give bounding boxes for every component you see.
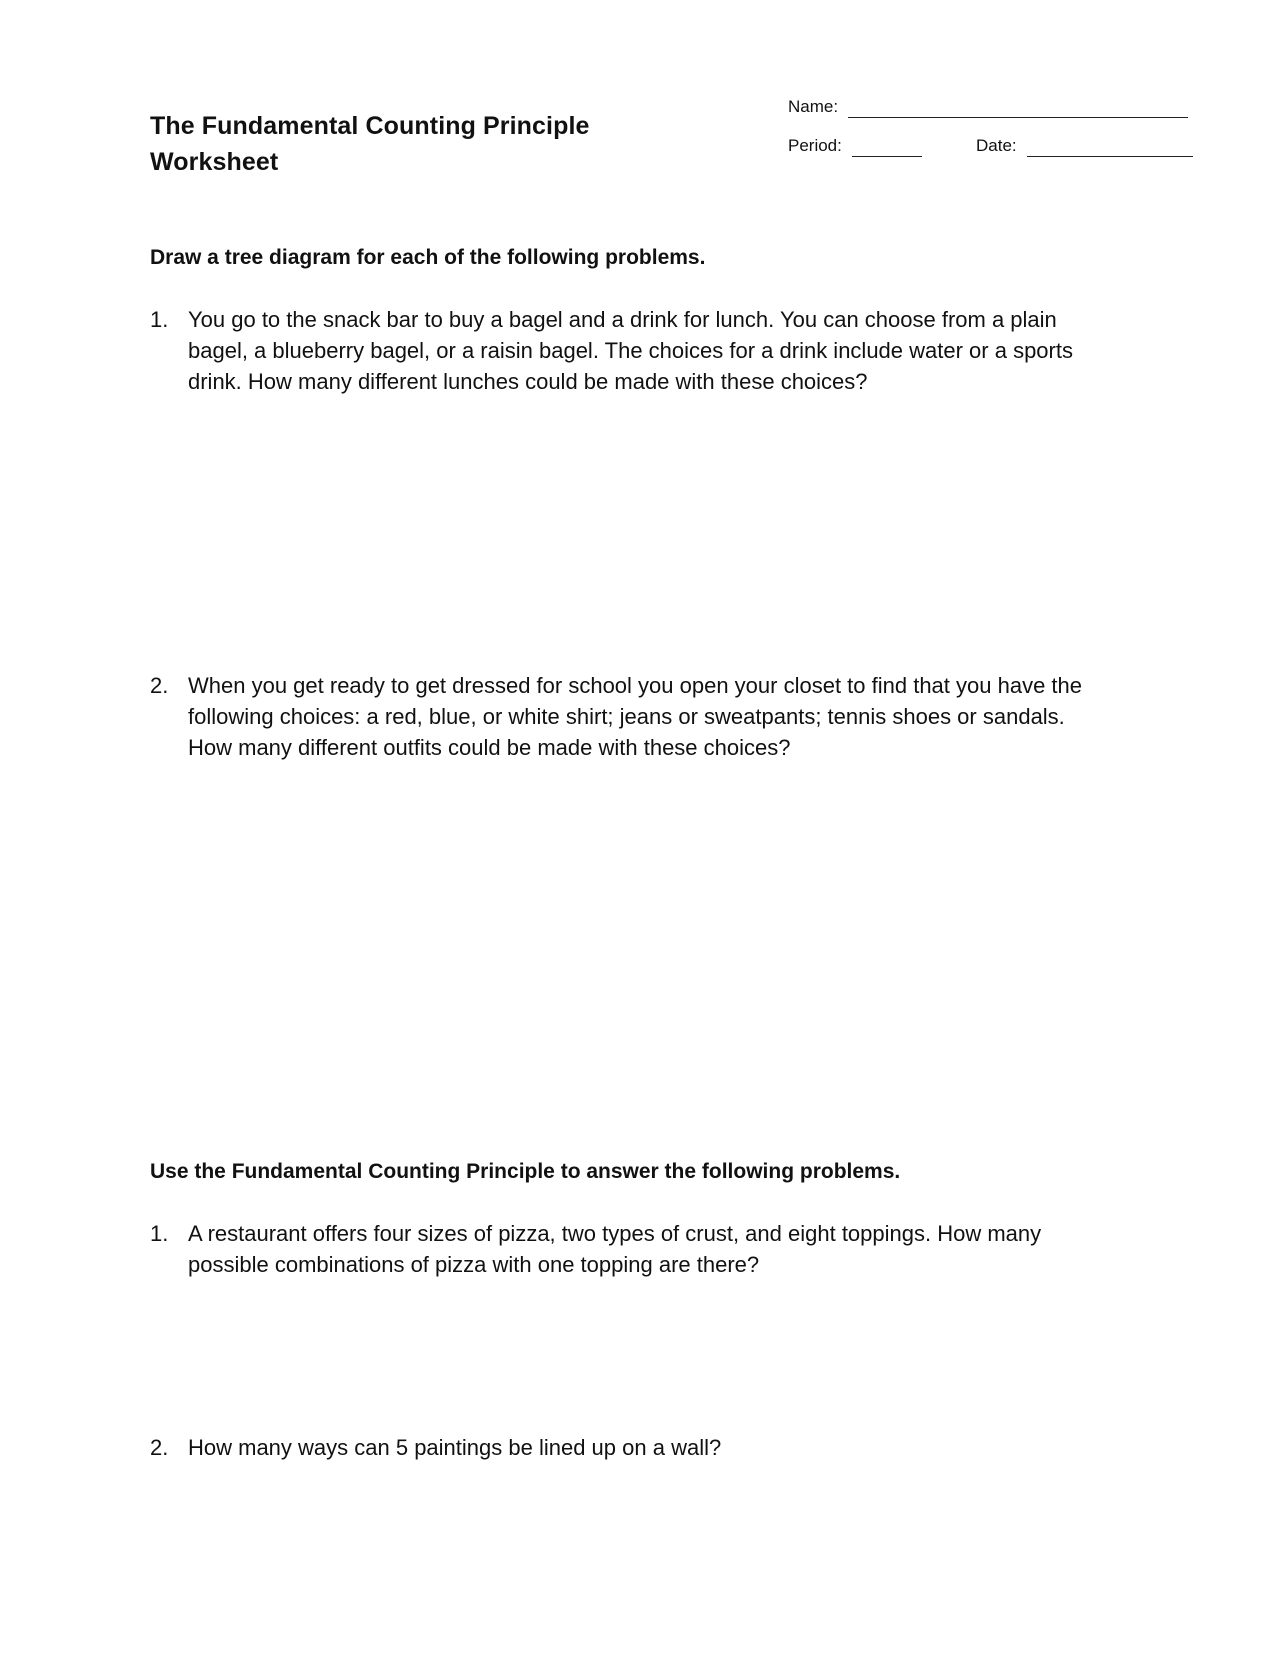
name-field[interactable] — [788, 96, 1188, 118]
problem-number: 2. — [150, 1435, 169, 1460]
tree-problem-2 — [150, 670, 1110, 763]
date-blank-line[interactable] — [1027, 138, 1193, 157]
tree-diagram-section-heading: Draw a tree diagram for each of the following problems. — [150, 246, 706, 269]
date-field[interactable] — [976, 135, 1193, 157]
period-label: Period: — [788, 136, 842, 155]
period-blank-line[interactable] — [852, 138, 922, 157]
problem-text: How many ways can 5 paintings be lined up on a wall? — [188, 1435, 722, 1460]
problem-text: You go to the snack bar to buy a bagel and a drink for lunch. You can choose from a plain bagel, a blueberry bagel, or a raisin bagel. The choices for a drink include water or a sports drink. How many different lunches could be made with these choices? — [188, 307, 1073, 394]
name-blank-line[interactable] — [848, 99, 1188, 118]
problem-number: 1. — [150, 307, 169, 332]
name-label: Name: — [788, 97, 839, 116]
problem-text: A restaurant offers four sizes of pizza, two types of crust, and eight toppings. How many possible combinations of pizza with one topping are there? — [188, 1221, 1042, 1277]
counting-problem-1 — [150, 1218, 1110, 1280]
problem-number: 1. — [150, 1221, 169, 1246]
title-line-1: The Fundamental Counting Principle — [150, 112, 590, 140]
tree-problem-1 — [150, 304, 1110, 397]
counting-problem-2 — [150, 1432, 1110, 1463]
counting-principle-section-heading: Use the Fundamental Counting Principle to answer the following problems. — [150, 1160, 901, 1183]
period-field[interactable] — [788, 135, 922, 157]
date-label: Date: — [976, 136, 1017, 155]
problem-number: 2. — [150, 673, 169, 698]
page-title — [150, 108, 670, 180]
title-line-2: Worksheet — [150, 148, 279, 176]
problem-text: When you get ready to get dressed for school you open your closet to find that you have the following choices: a red, blue, or white shirt; jeans or sweatpants; tennis shoes or sandals. How many different outfits could be made with these choices? — [188, 673, 1082, 760]
